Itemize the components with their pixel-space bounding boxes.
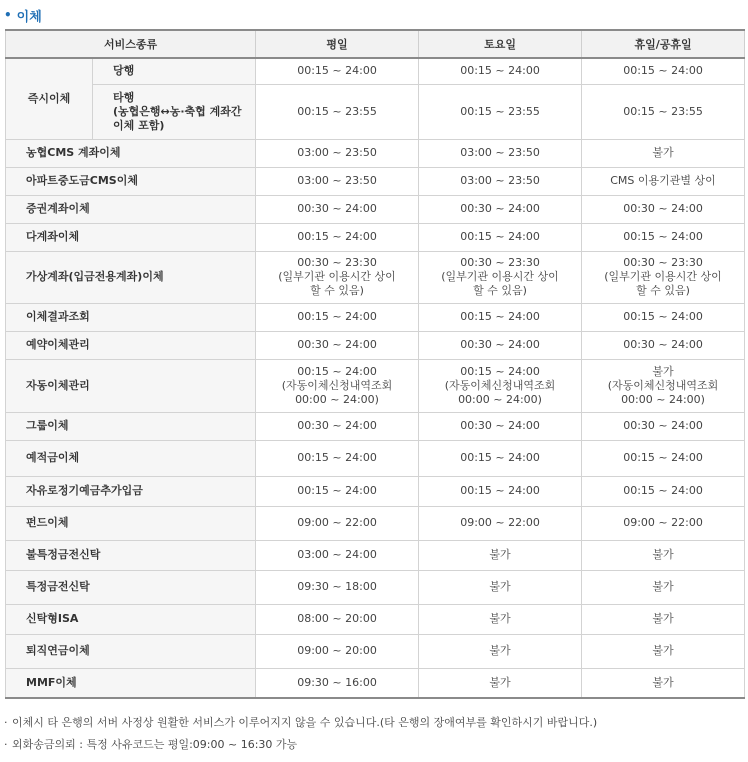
table-row <box>6 476 745 506</box>
table-row <box>6 604 745 634</box>
header-holiday: 휴일/공휴일 <box>582 30 745 58</box>
cell-saturday: 불가 <box>419 570 582 604</box>
cell-holiday: 불가 <box>582 634 745 668</box>
row-label: 예약이체관리 <box>6 331 256 359</box>
table-row <box>6 359 745 412</box>
cell-weekday: 09:00 ~ 22:00 <box>256 506 419 540</box>
row-label: MMF이체 <box>6 668 256 698</box>
cell-saturday: 03:00 ~ 23:50 <box>419 139 582 167</box>
cell-weekday: 03:00 ~ 23:50 <box>256 139 419 167</box>
cell-saturday: 00:15 ~ 24:00 <box>419 476 582 506</box>
row-label: 자유로정기예금추가입금 <box>6 476 256 506</box>
table-row <box>6 634 745 668</box>
row-sublabel: 당행 <box>93 58 256 84</box>
row-label: 퇴직연금이체 <box>6 634 256 668</box>
cell-saturday: 00:15 ~ 24:00 (자동이체신청내역조회 00:00 ~ 24:00) <box>419 359 582 412</box>
row-label: 농협CMS 계좌이체 <box>6 139 256 167</box>
row-label: 이체결과조회 <box>6 303 256 331</box>
bullet-icon: • <box>4 8 12 22</box>
table-row <box>6 506 745 540</box>
cell-holiday: 00:15 ~ 24:00 <box>582 440 745 476</box>
table-row <box>6 570 745 604</box>
cell-weekday: 09:30 ~ 16:00 <box>256 668 419 698</box>
note-item: · 이체시 타 은행의 서버 사정상 원활한 서비스가 이루어지지 않을 수 있습니다.(타 은행의 장애여부를 확인하시기 바랍니다.) <box>4 716 598 729</box>
cell-saturday: 09:00 ~ 22:00 <box>419 506 582 540</box>
cell-holiday: 09:00 ~ 22:00 <box>582 506 745 540</box>
cell-weekday: 00:15 ~ 24:00 <box>256 303 419 331</box>
row-label: 그룹이체 <box>6 412 256 440</box>
table-row <box>6 251 745 303</box>
cell-holiday: 00:30 ~ 24:00 <box>582 331 745 359</box>
cell-saturday: 00:15 ~ 24:00 <box>419 440 582 476</box>
cell-holiday: 00:15 ~ 24:00 <box>582 476 745 506</box>
cell-weekday: 00:30 ~ 24:00 <box>256 412 419 440</box>
cell-saturday: 00:30 ~ 24:00 <box>419 412 582 440</box>
section-title-text: 이체 <box>16 9 42 25</box>
row-label: 가상계좌(입금전용계좌)이체 <box>6 251 256 303</box>
cell-holiday: 00:15 ~ 24:00 <box>582 58 745 84</box>
cell-weekday: 00:15 ~ 24:00 <box>256 476 419 506</box>
row-label: 특정금전신탁 <box>6 570 256 604</box>
cell-weekday: 00:30 ~ 24:00 <box>256 331 419 359</box>
cell-holiday: 00:15 ~ 24:00 <box>582 303 745 331</box>
row-label: 다계좌이체 <box>6 223 256 251</box>
table-row <box>6 540 745 570</box>
cell-holiday: 00:30 ~ 24:00 <box>582 195 745 223</box>
table-row <box>6 223 745 251</box>
cell-holiday: CMS 이용기관별 상이 <box>582 167 745 195</box>
cell-weekday: 09:00 ~ 20:00 <box>256 634 419 668</box>
cell-weekday: 00:15 ~ 24:00 <box>256 58 419 84</box>
table-row <box>6 139 745 167</box>
cell-weekday: 00:15 ~ 24:00 (자동이체신청내역조회 00:00 ~ 24:00) <box>256 359 419 412</box>
cell-holiday: 00:30 ~ 24:00 <box>582 412 745 440</box>
cell-holiday: 00:30 ~ 23:30 (일부기관 이용시간 상이 할 수 있음) <box>582 251 745 303</box>
cell-saturday: 00:30 ~ 24:00 <box>419 195 582 223</box>
cell-saturday: 00:15 ~ 24:00 <box>419 303 582 331</box>
cell-weekday: 03:00 ~ 24:00 <box>256 540 419 570</box>
table-row <box>6 331 745 359</box>
cell-holiday: 불가 <box>582 668 745 698</box>
header-weekday: 평일 <box>256 30 419 58</box>
cell-holiday: 불가 <box>582 570 745 604</box>
table-row <box>6 303 745 331</box>
cell-holiday: 불가 <box>582 540 745 570</box>
table-row <box>6 440 745 476</box>
cell-saturday: 00:30 ~ 24:00 <box>419 331 582 359</box>
row-label: 자동이체관리 <box>6 359 256 412</box>
cell-weekday: 00:30 ~ 23:30 (일부기관 이용시간 상이 할 수 있음) <box>256 251 419 303</box>
cell-holiday: 불가 <box>582 139 745 167</box>
table-row <box>6 195 745 223</box>
notes <box>4 712 597 756</box>
cell-saturday: 00:15 ~ 24:00 <box>419 223 582 251</box>
cell-saturday: 불가 <box>419 668 582 698</box>
cell-saturday: 불가 <box>419 540 582 570</box>
row-label-instant-transfer: 즉시이체 <box>6 58 93 139</box>
cell-holiday: 00:15 ~ 24:00 <box>582 223 745 251</box>
row-label: 증권계좌이체 <box>6 195 256 223</box>
row-label: 신탁형ISA <box>6 604 256 634</box>
cell-holiday: 불가 (자동이체신청내역조회 00:00 ~ 24:00) <box>582 359 745 412</box>
table-row <box>6 58 745 84</box>
cell-holiday: 00:15 ~ 23:55 <box>582 84 745 139</box>
row-label: 아파트중도금CMS이체 <box>6 167 256 195</box>
table-row <box>6 167 745 195</box>
transfer-hours-table <box>5 29 745 699</box>
cell-saturday: 00:30 ~ 23:30 (일부기관 이용시간 상이 할 수 있음) <box>419 251 582 303</box>
cell-saturday: 03:00 ~ 23:50 <box>419 167 582 195</box>
cell-weekday: 03:00 ~ 23:50 <box>256 167 419 195</box>
table-row <box>6 668 745 698</box>
row-sublabel: 타행 (농협은행↔농·축협 계좌간 이체 포함) <box>93 84 256 139</box>
table-header-row <box>6 30 745 58</box>
cell-weekday: 00:15 ~ 23:55 <box>256 84 419 139</box>
cell-saturday: 불가 <box>419 634 582 668</box>
cell-holiday: 불가 <box>582 604 745 634</box>
cell-weekday: 00:15 ~ 24:00 <box>256 223 419 251</box>
cell-saturday: 00:15 ~ 23:55 <box>419 84 582 139</box>
note-item: · 외화송금의뢰 : 특정 사유코드는 평일:09:00 ~ 16:30 가능 <box>4 738 298 751</box>
section-title <box>4 6 42 24</box>
row-label: 불특정금전신탁 <box>6 540 256 570</box>
row-label: 예적금이체 <box>6 440 256 476</box>
table-row <box>6 412 745 440</box>
cell-weekday: 00:15 ~ 24:00 <box>256 440 419 476</box>
header-service-type: 서비스종류 <box>6 30 256 58</box>
cell-weekday: 08:00 ~ 20:00 <box>256 604 419 634</box>
header-saturday: 토요일 <box>419 30 582 58</box>
row-label: 펀드이체 <box>6 506 256 540</box>
table-row <box>6 84 745 139</box>
cell-weekday: 00:30 ~ 24:00 <box>256 195 419 223</box>
cell-saturday: 00:15 ~ 24:00 <box>419 58 582 84</box>
cell-saturday: 불가 <box>419 604 582 634</box>
cell-weekday: 09:30 ~ 18:00 <box>256 570 419 604</box>
